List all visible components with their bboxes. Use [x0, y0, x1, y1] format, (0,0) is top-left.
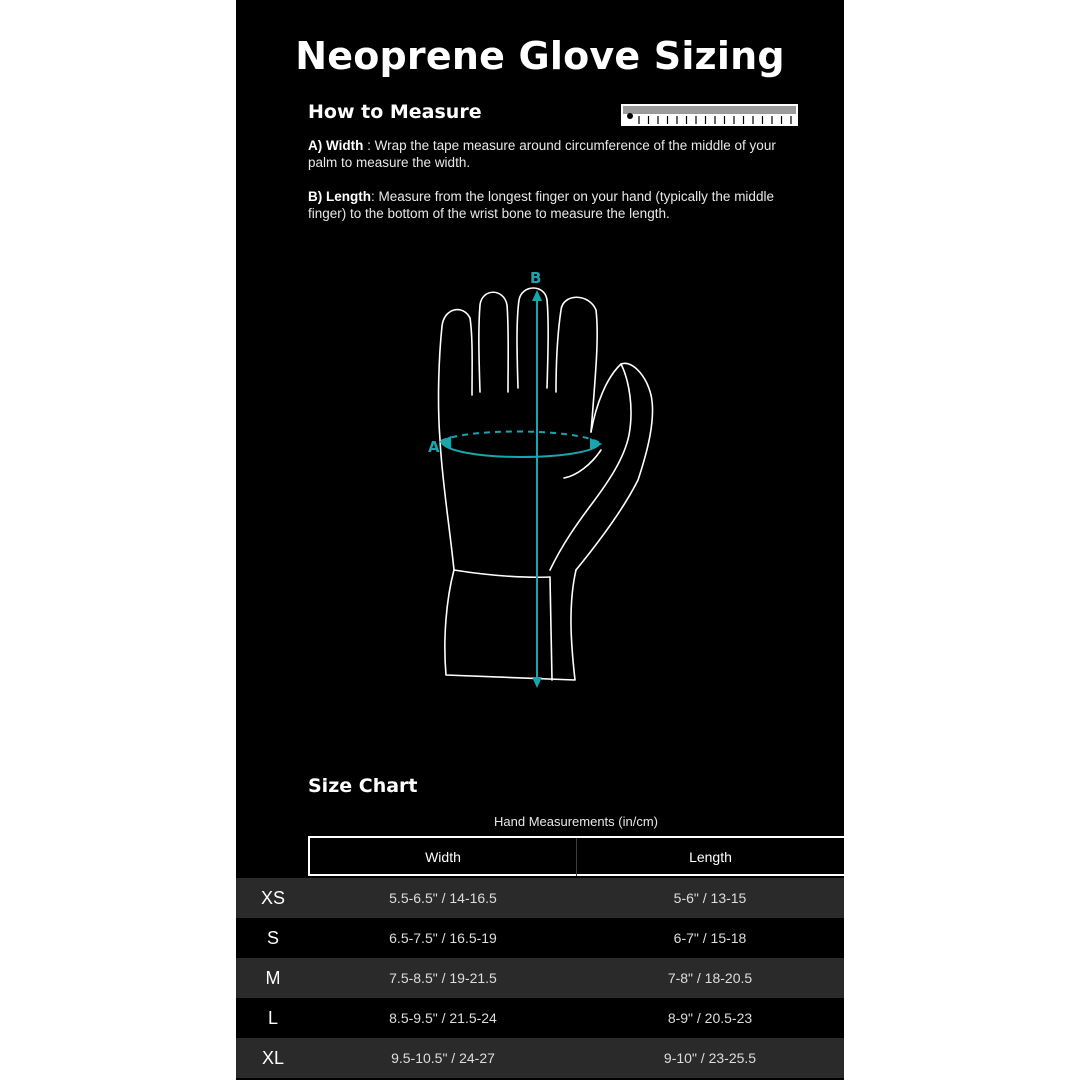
- size-chart-subheading: Hand Measurements (in/cm): [494, 814, 658, 829]
- size-label: XS: [260, 888, 285, 908]
- length-instruction: [308, 188, 808, 222]
- width-instruction: [308, 137, 808, 171]
- table-row: [236, 958, 844, 998]
- length-text: : Measure from the longest finger on your hand (typically the middle finger) to the bottom of the wrist bone to measure the length.: [308, 189, 774, 221]
- page-title: Neoprene Glove Sizing: [295, 34, 785, 78]
- length-value: 7-8" / 18-20.5: [667, 970, 753, 986]
- table-row: [236, 918, 844, 958]
- length-value: 6-7" / 15-18: [673, 930, 747, 946]
- label-a: A: [428, 438, 440, 456]
- label-b: B: [530, 269, 542, 287]
- size-chart-header: [308, 836, 844, 876]
- table-row: [236, 878, 844, 918]
- width-value: 5.5-6.5" / 14-16.5: [389, 890, 497, 906]
- length-value: 8-9" / 20.5-23: [667, 1010, 753, 1026]
- size-label: XL: [261, 1048, 285, 1068]
- length-value: 5-6" / 13-15: [673, 890, 747, 906]
- hand-outline-icon: [236, 260, 844, 700]
- length-value: 9-10" / 23-25.5: [663, 1050, 757, 1066]
- width-value: 8.5-9.5" / 21.5-24: [389, 1010, 497, 1026]
- width-text: : Wrap the tape measure around circumference of the middle of your palm to measure the width.: [308, 138, 776, 170]
- size-label: S: [266, 928, 279, 948]
- table-row: [236, 1038, 844, 1078]
- how-to-measure-heading: How to Measure: [308, 101, 482, 123]
- width-value: 6.5-7.5" / 16.5-19: [389, 930, 497, 946]
- width-value: 9.5-10.5" / 24-27: [391, 1050, 495, 1066]
- width-label: A) Width: [308, 138, 364, 153]
- size-label: M: [265, 968, 281, 988]
- measure-overlay: [439, 290, 602, 688]
- sizing-panel: [236, 0, 844, 1080]
- column-header-width: Width: [310, 838, 577, 876]
- ruler-icon: [621, 104, 799, 128]
- length-label: B) Length: [308, 189, 371, 204]
- size-chart-heading: Size Chart: [308, 775, 418, 797]
- width-value: 7.5-8.5" / 19-21.5: [389, 970, 497, 986]
- column-header-length: Length: [689, 849, 732, 865]
- size-label: L: [267, 1008, 278, 1028]
- table-row: [236, 998, 844, 1038]
